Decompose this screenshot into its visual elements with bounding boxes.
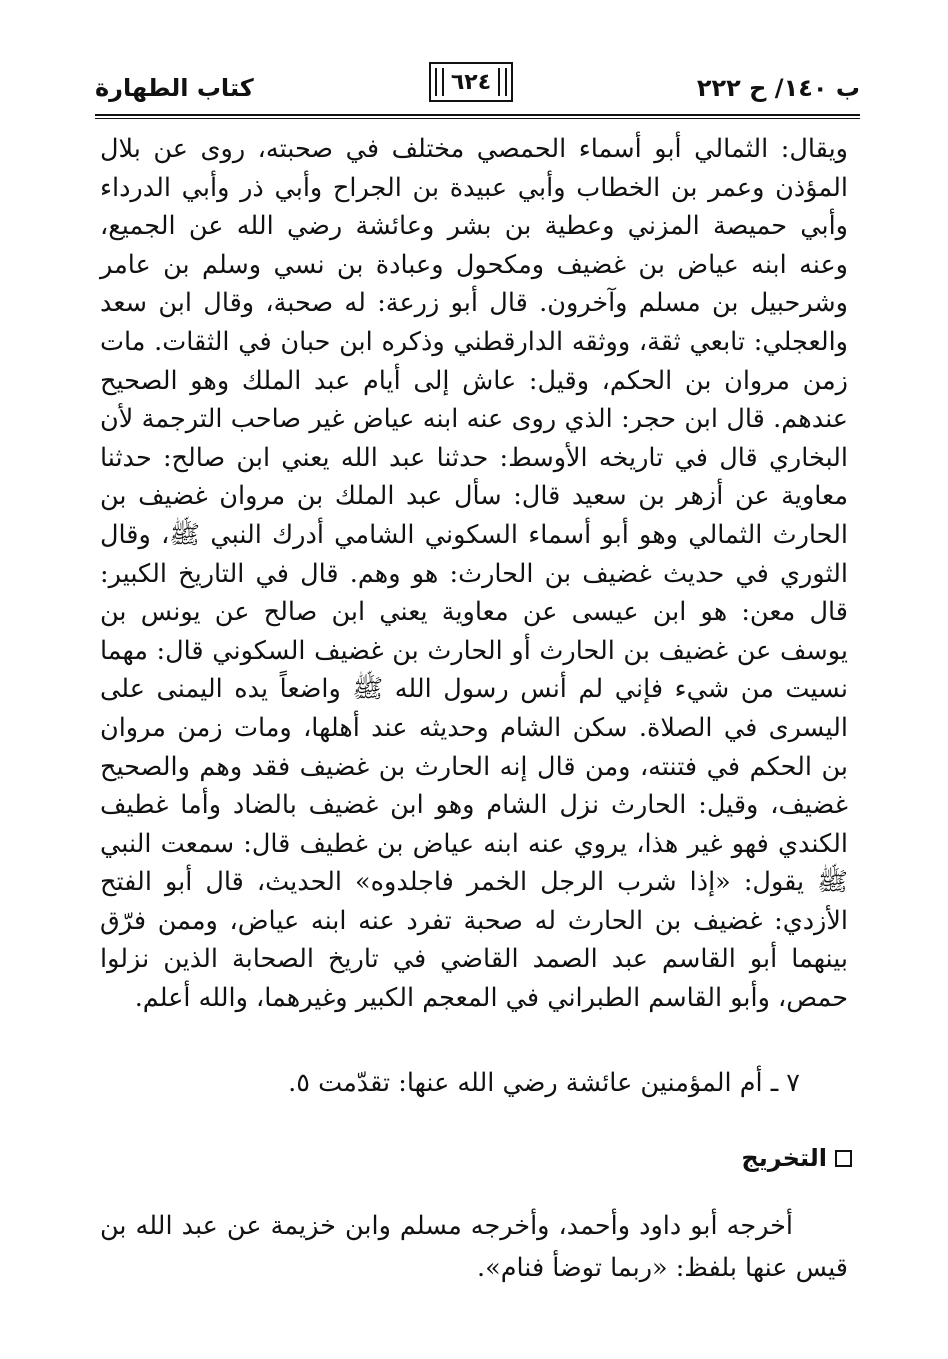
page-number: ٦٢٤ [450,69,492,95]
main-text-block [100,130,848,1018]
square-bullet-icon [835,1150,852,1167]
takhrij-heading-text: التخريج [741,1144,827,1172]
narrator-item-seven: ٧ ـ أم المؤمنين عائشة رضي الله عنها: تقدّمت ٥. [288,1068,800,1098]
takhrij-heading [100,1144,852,1172]
header-divider-thin [95,118,860,119]
book-title: كتاب الطهارة [95,74,254,102]
takhrij-paragraph: أخرجه أبو داود وأحمد، وأخرجه مسلم وابن خزيمة عن عبد الله بن قيس عنها بلفظ: «ربما توضأ فنام». [100,1211,848,1283]
header-divider [95,114,860,116]
page-header [95,60,860,112]
takhrij-text-block [100,1205,848,1289]
main-paragraph: ويقال: الثمالي أبو أسماء الحمصي مختلف في صحبته، روى عن بلال المؤذن وعمر بن الخطاب وأبي عبيدة بن الجراح وأبي ذر وأبي الدرداء وأبي حميصة المزني وعطية بن بشر وعائشة رضي الله عن الجميع، وعنه ابنه عياض بن غضيف ومكحول وعبادة بن نسي وسلم بن عامر وشرحبيل بن مسلم وآخرون. قال أبو زرعة: له صحبة، وقال ابن سعد والعجلي: تابعي ثقة، ووثقه الدارقطني وذكره ابن حبان في الثقات. مات زمن مروان بن الحكم، وقيل: عاش إلى أيام عبد الملك وهو الصحيح عندهم. قال ابن حجر: الذي روى عنه ابنه عياض غير صاحب الترجمة لأن البخاري قال في تاريخه الأوسط: حدثنا عبد الله يعني ابن صالح: حدثنا معاوية عن أزهر بن سعيد قال: سأل عبد الملك بن مروان غضيف بن الحارث الثمالي وهو أبو أسماء السكوني الشامي أدرك النبي ﷺ، وقال الثوري في حديث غضيف بن الحارث: هو وهم. قال في التاريخ الكبير: قال معن: هو ابن عيسى عن معاوية يعني ابن صالح عن يونس بن يوسف عن غضيف بن الحارث أو الحارث بن غضيف السكوني قال: مهما نسيت من شيء فإني لم أنس رسول الله ﷺ واضعاً يده اليمنى على اليسرى في الصلاة. سكن الشام وحديثه عند أهلها، ومات زمن مروان بن الحكم في فتنته، ومن قال إنه الحارث بن غضيف فقد وهم والصحيح غضيف، وقيل: الحارث نزل الشام وهو ابن غضيف بالضاد وأما غطيف الكندي فهو غير هذا، يروي عنه ابنه عياض بن غطيف قال: سمعت النبي ﷺ يقول: «إذا شرب الرجل الخمر فاجلدوه» الحديث، قال أبو الفتح الأزدي: غضيف بن الحارث له صحبة تفرد عنه ابنه عياض، وممن فرّق بينهما أبو القاسم عبد الصمد القاضي في تاريخ الصحابة الذين نزلوا حمص، وأبو القاسم الطبراني في المعجم الكبير وغيرهما، والله أعلم. [100,134,848,1014]
page-number-frame [429,62,513,102]
hadith-reference: ب ١٤٠/ ح ٢٢٢ [696,74,860,102]
